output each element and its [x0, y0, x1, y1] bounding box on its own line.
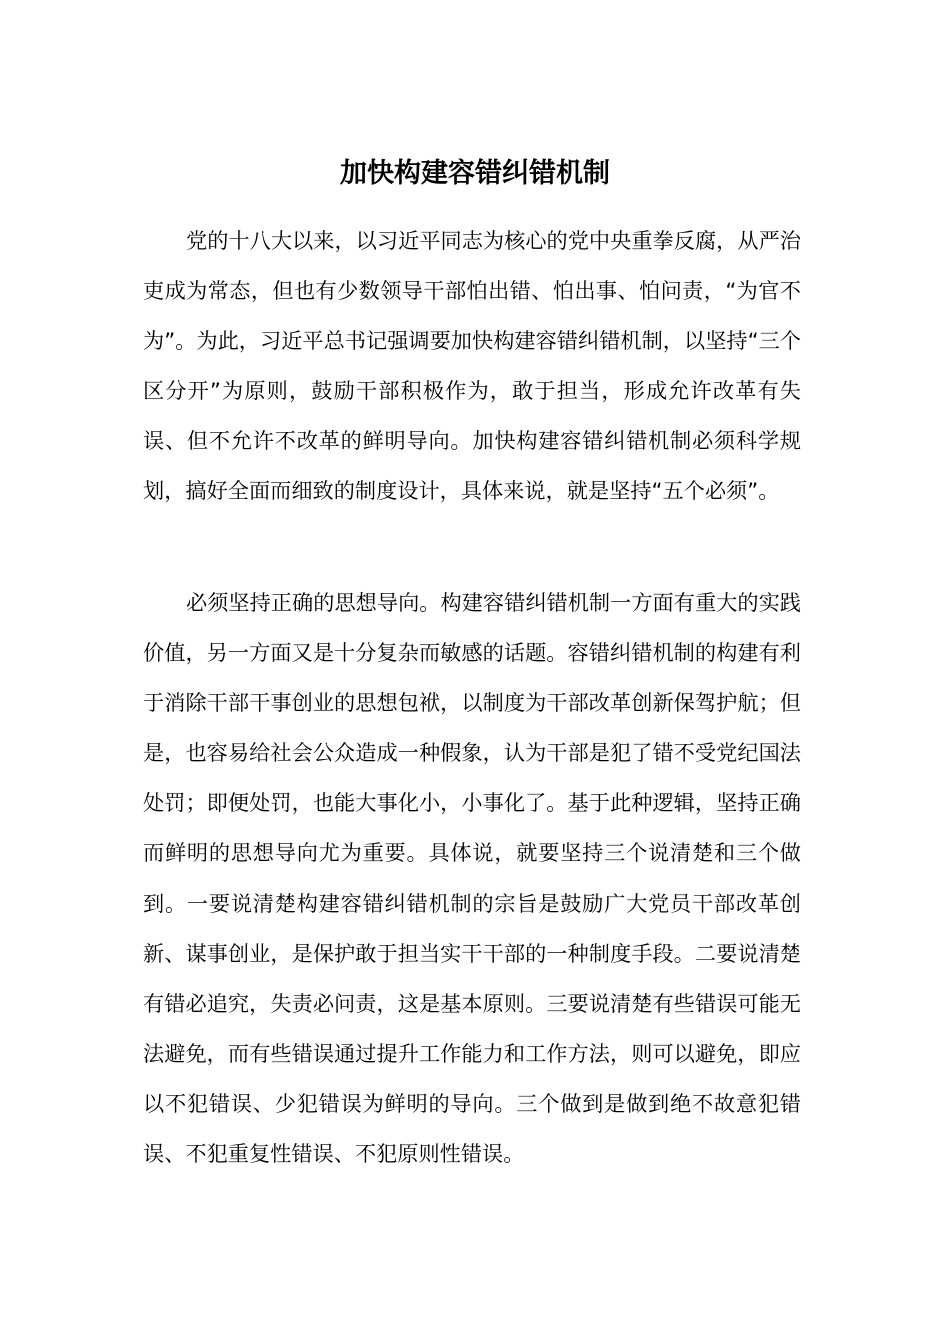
- document-title: 加快构建容错纠错机制: [340, 158, 610, 189]
- paragraph-thought-guidance: 必须坚持正确的思想导向。构建容错纠错机制一方面有重大的实践价值，另一方面又是十分复杂而敏感的话题。容错纠错机制的构建有利于消除干部干事创业的思想包袱，以制度为干部改革创新保驾护航；但是，也容易给社会公众造成一种假象，认为干部是犯了错不受党纪国法处罚；即便处罚，也能大事化小，小事化了。基于此种逻辑，坚持正确而鲜明的思想导向尤为重要。具体说，就要坚持三个说清楚和三个做到。一要说清楚构建容错纠错机制的宗旨是鼓励广大党员干部改革创新、谋事创业，是保护敢于担当实干干部的一种制度手段。二要说清楚有错必追究，失责必问责，这是基本原则。三要说清楚有些错误可能无法避免，而有些错误通过提升工作能力和工作方法，则可以避免，即应以不犯错误、少犯错误为鲜明的导向。三个做到是做到绝不故意犯错误、不犯重复性错误、不犯原则性错误。: [143, 590, 801, 1167]
- paragraph-intro: 党的十八大以来，以习近平同志为核心的党中央重拳反腐，从严治吏成为常态，但也有少数领导干部怕出错、怕出事、怕问责，“为官不为”。为此，习近平总书记强调要加快构建容错纠错机制，以坚持“三个区分开”为原则，鼓励干部积极作为，敢于担当，形成允许改革有失误、但不允许不改革的鲜明导向。加快构建容错纠错机制必须科学规划，搞好全面而细致的制度设计，具体来说，就是坚持“五个必须”。: [143, 228, 801, 504]
